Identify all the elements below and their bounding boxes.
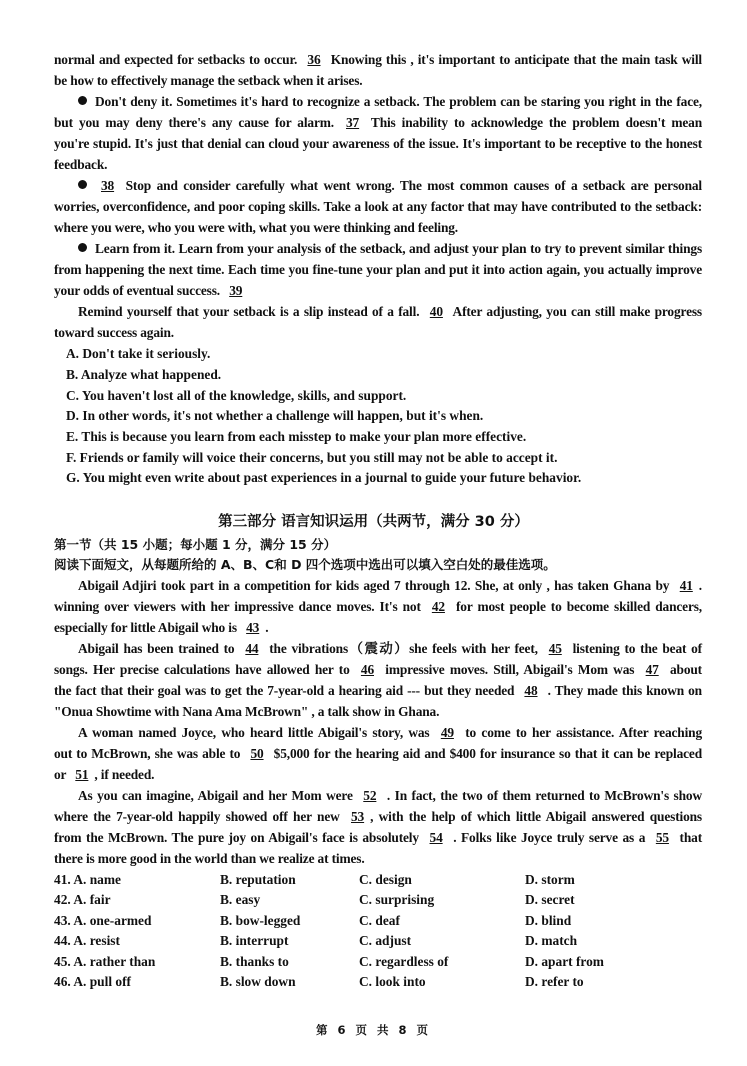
choice-b: B. interrupt <box>220 933 289 948</box>
text: Stop and consider carefully what went wrong. The most common causes of a setback are personal <box>120 178 702 193</box>
passage1-line: be how to effectively manage the setback when it arises. <box>54 73 363 88</box>
text: the fact that their goal was to get the 7-year-old a hearing aid --- but they needed <box>54 683 519 698</box>
choice-row-43 <box>54 911 714 931</box>
blank-37: 37 <box>346 115 360 130</box>
choice-row-45 <box>54 952 714 972</box>
blank-43: 43 <box>246 620 260 635</box>
choice-a: 42. A. fair <box>54 892 111 907</box>
blank-38: 38 <box>101 178 115 193</box>
passage2-line <box>54 807 702 827</box>
text: your odds of eventual success. <box>54 283 224 298</box>
text: . <box>265 620 269 635</box>
text: to come to her assistance. After reaching <box>459 725 702 740</box>
bullet-icon <box>78 243 87 252</box>
text: This inability to acknowledge the problem doesn't mean <box>365 115 703 130</box>
text: $5,000 for the hearing aid and $400 for insurance so that it can be replaced <box>269 746 702 761</box>
passage2-line <box>54 681 702 701</box>
text: listening to the beat of <box>567 641 702 656</box>
text: . <box>698 578 702 593</box>
text: . They made this known on <box>543 683 702 698</box>
text: , with the help of which little Abigail answered questions <box>370 809 702 824</box>
passage1-line: where you were, who you were with, what you were thinking and feeling. <box>54 220 458 235</box>
choice-d: D. secret <box>525 892 575 907</box>
passage1-line: from happening the next time. Each time you fine-tune your plan and put it into action again, you actually improve <box>54 262 702 277</box>
option-b: B. Analyze what happened. <box>66 367 222 382</box>
blank-52: 52 <box>363 788 377 803</box>
passage1-line <box>54 50 702 70</box>
text: , if needed. <box>94 767 155 782</box>
choice-d: D. blind <box>525 913 572 928</box>
passage1-line <box>78 92 702 112</box>
blank-50: 50 <box>250 746 264 761</box>
choice-c: C. design <box>359 872 412 887</box>
text: normal and expected for setbacks to occur. <box>54 52 302 67</box>
blank-47: 47 <box>645 662 659 677</box>
text: Remind yourself that your setback is a slip instead of a fall. <box>78 304 424 319</box>
choice-b: B. reputation <box>220 872 296 887</box>
passage1-line: feedback. <box>54 157 108 172</box>
choice-d: D. storm <box>525 872 575 887</box>
choice-a: 41. A. name <box>54 872 121 887</box>
passage1-line <box>54 113 702 133</box>
passage2-line: there is more good in the world than we realize at times. <box>54 851 365 866</box>
blank-39: 39 <box>229 283 243 298</box>
blank-55: 55 <box>655 830 669 845</box>
text: Abigail Adjiri took part in a competition for kids aged 7 through 12. She, at only , has taken Ghana by <box>78 578 674 593</box>
passage1-line: you're stupid. It's just that denial can cloud your awareness of the issue. It's important to be receptive to the honest <box>54 136 702 151</box>
page-number: 第 6 页 共 8 页 <box>315 1023 432 1037</box>
bullet-icon <box>78 96 87 105</box>
section-instruction: 阅读下面短文，从每题所给的 A、B、C和 D 四个选项中选出可以填入空白处的最佳选项。 <box>54 557 556 572</box>
passage2-line: "Onua Showtime with Nana Ama McBrown" , a talk show in Ghana. <box>54 704 440 719</box>
text: Don't deny it. Sometimes it's hard to recognize a setback. The problem can be staring you right in the face, <box>95 94 702 109</box>
choice-b: B. slow down <box>220 974 296 989</box>
passage2-line <box>78 576 702 596</box>
passage1-line <box>78 239 702 259</box>
option-c: C. You haven't lost all of the knowledge, skills, and support. <box>66 388 407 403</box>
passage2-line <box>54 828 702 848</box>
passage2-line <box>78 786 702 806</box>
blank-53: 53 <box>351 809 365 824</box>
text: Learn from it. Learn from your analysis of the setback, and adjust your plan to try to prevent similar things <box>95 241 702 256</box>
passage2-line <box>78 639 702 659</box>
text: After adjusting, you can still make progress <box>448 304 702 319</box>
choice-row-46 <box>54 972 714 992</box>
passage2-line <box>54 744 702 764</box>
passage2-line <box>54 660 702 680</box>
blank-41: 41 <box>679 578 693 593</box>
passage1-line <box>54 281 702 301</box>
text: Knowing this , it's important to anticipate that the main task will <box>326 52 702 67</box>
text: but you may deny there's any cause for alarm. <box>54 115 341 130</box>
blank-51: 51 <box>75 767 89 782</box>
text: out to McBrown, she was able to <box>54 746 245 761</box>
choice-row-44 <box>54 931 714 951</box>
blank-42: 42 <box>431 599 445 614</box>
choice-a: 44. A. resist <box>54 933 120 948</box>
choice-c: C. look into <box>359 974 426 989</box>
option-f: F. Friends or family will voice their concerns, but you still may not be able to accept it. <box>66 450 558 465</box>
choice-b: B. thanks to <box>220 954 289 969</box>
passage1-line: toward success again. <box>54 325 174 340</box>
blank-36: 36 <box>307 52 321 67</box>
blank-45: 45 <box>548 641 562 656</box>
section-title: 第三部分 语言知识运用（共两节，满分 30 分） <box>218 514 529 530</box>
choice-c: C. surprising <box>359 892 435 907</box>
text: winning over viewers with her impressive dance moves. It's not <box>54 599 426 614</box>
choice-c: C. adjust <box>359 933 412 948</box>
text: that <box>674 830 702 845</box>
blank-54: 54 <box>429 830 443 845</box>
option-e: E. This is because you learn from each misstep to make your plan more effective. <box>66 429 527 444</box>
blank-40: 40 <box>429 304 443 319</box>
choice-d: D. match <box>525 933 578 948</box>
passage1-line: worries, overconfidence, and poor coping skills. Take a look at any factor that may have contributed to the setback: <box>54 199 702 214</box>
choice-row-41 <box>54 870 714 890</box>
passage2-line <box>54 765 702 785</box>
passage1-line <box>78 176 702 196</box>
option-a: A. Don't take it seriously. <box>66 346 211 361</box>
choice-b: B. bow-legged <box>220 913 301 928</box>
choice-a: 46. A. pull off <box>54 974 132 989</box>
option-g: G. You might even write about past experiences in a journal to guide your future behavior. <box>66 470 582 485</box>
choice-a: 43. A. one-armed <box>54 913 152 928</box>
bullet-icon <box>78 180 87 189</box>
choice-row-42 <box>54 890 714 910</box>
text: impressive moves. Still, Abigail's Mom was <box>380 662 640 677</box>
text: As you can imagine, Abigail and her Mom were <box>78 788 358 803</box>
text: where the 7-year-old happily showed off her new <box>54 809 346 824</box>
text: songs. Her precise calculations have allowed her to <box>54 662 355 677</box>
option-d: D. In other words, it's not whether a challenge will happen, but it's when. <box>66 408 484 423</box>
section-subtitle: 第一节（共 15 小题；每小题 1 分，满分 15 分） <box>54 537 337 552</box>
choice-c: C. deaf <box>359 913 400 928</box>
text: the vibrations（震动）she feels with her feet, <box>264 641 543 656</box>
choice-d: D. refer to <box>525 974 584 989</box>
choice-a: 45. A. rather than <box>54 954 156 969</box>
text: for most people to become skilled dancers, <box>450 599 703 614</box>
text: . Folks like Joyce truly serve as a <box>448 830 650 845</box>
text: about <box>664 662 702 677</box>
text: Abigail has been trained to <box>78 641 240 656</box>
passage2-line <box>54 618 702 638</box>
text: A woman named Joyce, who heard little Abigail's story, was <box>78 725 435 740</box>
passage2-line <box>78 723 702 743</box>
blank-48: 48 <box>524 683 538 698</box>
passage1-line <box>78 302 702 322</box>
text: . In fact, the two of them returned to McBrown's show <box>382 788 702 803</box>
choice-b: B. easy <box>220 892 261 907</box>
blank-49: 49 <box>440 725 454 740</box>
passage2-line <box>54 597 702 617</box>
choice-d: D. apart from <box>525 954 604 969</box>
blank-44: 44 <box>245 641 259 656</box>
choice-c: C. regardless of <box>359 954 449 969</box>
text: or <box>54 767 70 782</box>
blank-46: 46 <box>360 662 374 677</box>
text: especially for little Abigail who is <box>54 620 241 635</box>
text: from the McBrown. The pure joy on Abigail's face is absolutely <box>54 830 424 845</box>
